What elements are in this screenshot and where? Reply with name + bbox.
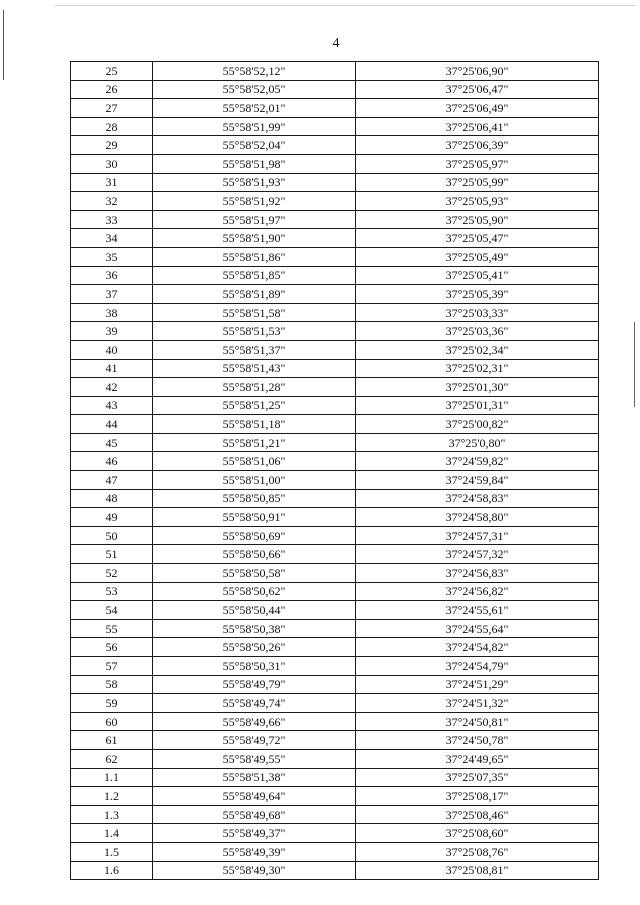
table-row <box>71 675 599 694</box>
latitude-cell: 55°58'50,44" <box>153 601 356 620</box>
point-number-cell: 54 <box>71 601 153 620</box>
latitude-cell: 55°58'49,37" <box>153 824 356 843</box>
latitude-cell: 55°58'52,04" <box>153 136 356 155</box>
longitude-cell: 37°24'55,61" <box>356 601 599 620</box>
table-row <box>71 842 599 861</box>
table-row <box>71 340 599 359</box>
table-row <box>71 303 599 322</box>
point-number-cell: 1.3 <box>71 805 153 824</box>
longitude-cell: 37°25'06,47" <box>356 80 599 99</box>
point-number-cell: 1.4 <box>71 824 153 843</box>
longitude-cell: 37°25'08,46" <box>356 805 599 824</box>
point-number-cell: 28 <box>71 117 153 136</box>
longitude-cell: 37°25'08,17" <box>356 787 599 806</box>
latitude-cell: 55°58'49,66" <box>153 712 356 731</box>
longitude-cell: 37°24'57,32" <box>356 545 599 564</box>
latitude-cell: 55°58'49,68" <box>153 805 356 824</box>
longitude-cell: 37°25'05,93" <box>356 192 599 211</box>
table-row <box>71 452 599 471</box>
latitude-cell: 55°58'49,79" <box>153 675 356 694</box>
longitude-cell: 37°24'49,65" <box>356 749 599 768</box>
point-number-cell: 52 <box>71 564 153 583</box>
latitude-cell: 55°58'49,39" <box>153 842 356 861</box>
longitude-cell: 37°25'08,60" <box>356 824 599 843</box>
table-row <box>71 266 599 285</box>
latitude-cell: 55°58'50,62" <box>153 582 356 601</box>
longitude-cell: 37°25'05,97" <box>356 154 599 173</box>
latitude-cell: 55°58'52,05" <box>153 80 356 99</box>
point-number-cell: 32 <box>71 192 153 211</box>
point-number-cell: 58 <box>71 675 153 694</box>
point-number-cell: 30 <box>71 154 153 173</box>
point-number-cell: 33 <box>71 210 153 229</box>
table-row <box>71 489 599 508</box>
latitude-cell: 55°58'50,69" <box>153 526 356 545</box>
latitude-cell: 55°58'51,97" <box>153 210 356 229</box>
longitude-cell: 37°24'56,83" <box>356 564 599 583</box>
longitude-cell: 37°24'58,80" <box>356 508 599 527</box>
longitude-cell: 37°25'0,80" <box>356 433 599 452</box>
point-number-cell: 44 <box>71 415 153 434</box>
table-row <box>71 80 599 99</box>
point-number-cell: 60 <box>71 712 153 731</box>
longitude-cell: 37°24'50,78" <box>356 731 599 750</box>
table-row <box>71 99 599 118</box>
latitude-cell: 55°58'49,55" <box>153 749 356 768</box>
table-row <box>71 192 599 211</box>
page-number: 4 <box>332 36 340 51</box>
longitude-cell: 37°24'51,29" <box>356 675 599 694</box>
latitude-cell: 55°58'49,64" <box>153 787 356 806</box>
longitude-cell: 37°24'54,79" <box>356 657 599 676</box>
table-row <box>71 247 599 266</box>
point-number-cell: 41 <box>71 359 153 378</box>
table-row <box>71 508 599 527</box>
longitude-cell: 37°25'08,81" <box>356 861 599 880</box>
point-number-cell: 36 <box>71 266 153 285</box>
longitude-cell: 37°24'50,81" <box>356 712 599 731</box>
table-row <box>71 582 599 601</box>
table-row <box>71 433 599 452</box>
longitude-cell: 37°25'05,47" <box>356 229 599 248</box>
latitude-cell: 55°58'51,21" <box>153 433 356 452</box>
table-row <box>71 657 599 676</box>
table-row <box>71 396 599 415</box>
table-row <box>71 173 599 192</box>
point-number-cell: 55 <box>71 619 153 638</box>
table-row <box>71 285 599 304</box>
latitude-cell: 55°58'49,74" <box>153 694 356 713</box>
table-row <box>71 787 599 806</box>
latitude-cell: 55°58'51,37" <box>153 340 356 359</box>
scan-edge-line-right <box>634 322 635 407</box>
table-row <box>71 861 599 880</box>
latitude-cell: 55°58'51,38" <box>153 768 356 787</box>
table-row <box>71 694 599 713</box>
longitude-cell: 37°25'01,31" <box>356 396 599 415</box>
table-row <box>71 749 599 768</box>
table-row <box>71 210 599 229</box>
latitude-cell: 55°58'51,93" <box>153 173 356 192</box>
latitude-cell: 55°58'50,58" <box>153 564 356 583</box>
point-number-cell: 1.2 <box>71 787 153 806</box>
table-row <box>71 229 599 248</box>
point-number-cell: 42 <box>71 378 153 397</box>
longitude-cell: 37°25'02,31" <box>356 359 599 378</box>
point-number-cell: 47 <box>71 471 153 490</box>
table-row <box>71 545 599 564</box>
table-row <box>71 619 599 638</box>
table-row <box>71 638 599 657</box>
table-row <box>71 601 599 620</box>
latitude-cell: 55°58'51,58" <box>153 303 356 322</box>
latitude-cell: 55°58'51,43" <box>153 359 356 378</box>
longitude-cell: 37°25'06,39" <box>356 136 599 155</box>
table-row <box>71 712 599 731</box>
point-number-cell: 1.6 <box>71 861 153 880</box>
longitude-cell: 37°24'56,82" <box>356 582 599 601</box>
latitude-cell: 55°58'52,01" <box>153 99 356 118</box>
latitude-cell: 55°58'49,30" <box>153 861 356 880</box>
latitude-cell: 55°58'50,26" <box>153 638 356 657</box>
longitude-cell: 37°24'54,82" <box>356 638 599 657</box>
latitude-cell: 55°58'51,00" <box>153 471 356 490</box>
point-number-cell: 57 <box>71 657 153 676</box>
latitude-cell: 55°58'50,85" <box>153 489 356 508</box>
longitude-cell: 37°25'05,90" <box>356 210 599 229</box>
table-row <box>71 768 599 787</box>
table-row <box>71 824 599 843</box>
point-number-cell: 29 <box>71 136 153 155</box>
table-row <box>71 471 599 490</box>
point-number-cell: 50 <box>71 526 153 545</box>
latitude-cell: 55°58'51,98" <box>153 154 356 173</box>
latitude-cell: 55°58'51,53" <box>153 322 356 341</box>
point-number-cell: 48 <box>71 489 153 508</box>
longitude-cell: 37°25'05,99" <box>356 173 599 192</box>
point-number-cell: 31 <box>71 173 153 192</box>
table-row <box>71 62 599 81</box>
longitude-cell: 37°25'06,90" <box>356 62 599 81</box>
point-number-cell: 1.1 <box>71 768 153 787</box>
point-number-cell: 27 <box>71 99 153 118</box>
point-number-cell: 45 <box>71 433 153 452</box>
longitude-cell: 37°24'51,32" <box>356 694 599 713</box>
longitude-cell: 37°25'08,76" <box>356 842 599 861</box>
latitude-cell: 55°58'51,92" <box>153 192 356 211</box>
table-row <box>71 322 599 341</box>
point-number-cell: 38 <box>71 303 153 322</box>
point-number-cell: 43 <box>71 396 153 415</box>
longitude-cell: 37°24'58,83" <box>356 489 599 508</box>
longitude-cell: 37°24'59,84" <box>356 471 599 490</box>
coordinates-table <box>70 61 599 880</box>
latitude-cell: 55°58'50,91" <box>153 508 356 527</box>
table-row <box>71 136 599 155</box>
point-number-cell: 40 <box>71 340 153 359</box>
longitude-cell: 37°25'06,49" <box>356 99 599 118</box>
point-number-cell: 51 <box>71 545 153 564</box>
point-number-cell: 59 <box>71 694 153 713</box>
longitude-cell: 37°25'01,30" <box>356 378 599 397</box>
point-number-cell: 34 <box>71 229 153 248</box>
longitude-cell: 37°24'59,82" <box>356 452 599 471</box>
latitude-cell: 55°58'51,28" <box>153 378 356 397</box>
latitude-cell: 55°58'52,12" <box>153 62 356 81</box>
table-row <box>71 154 599 173</box>
point-number-cell: 56 <box>71 638 153 657</box>
point-number-cell: 61 <box>71 731 153 750</box>
longitude-cell: 37°25'05,41" <box>356 266 599 285</box>
longitude-cell: 37°24'57,31" <box>356 526 599 545</box>
longitude-cell: 37°25'03,33" <box>356 303 599 322</box>
point-number-cell: 37 <box>71 285 153 304</box>
latitude-cell: 55°58'51,89" <box>153 285 356 304</box>
latitude-cell: 55°58'51,85" <box>153 266 356 285</box>
longitude-cell: 37°25'07,35" <box>356 768 599 787</box>
longitude-cell: 37°25'05,49" <box>356 247 599 266</box>
table-row <box>71 731 599 750</box>
table-row <box>71 805 599 824</box>
latitude-cell: 55°58'50,38" <box>153 619 356 638</box>
scan-edge-line-top <box>55 5 635 6</box>
latitude-cell: 55°58'51,25" <box>153 396 356 415</box>
latitude-cell: 55°58'51,18" <box>153 415 356 434</box>
longitude-cell: 37°25'02,34" <box>356 340 599 359</box>
latitude-cell: 55°58'50,31" <box>153 657 356 676</box>
table-row <box>71 564 599 583</box>
latitude-cell: 55°58'51,99" <box>153 117 356 136</box>
table-row <box>71 526 599 545</box>
point-number-cell: 35 <box>71 247 153 266</box>
longitude-cell: 37°24'55,64" <box>356 619 599 638</box>
point-number-cell: 25 <box>71 62 153 81</box>
point-number-cell: 62 <box>71 749 153 768</box>
table-row <box>71 117 599 136</box>
latitude-cell: 55°58'49,72" <box>153 731 356 750</box>
point-number-cell: 53 <box>71 582 153 601</box>
latitude-cell: 55°58'50,66" <box>153 545 356 564</box>
point-number-cell: 26 <box>71 80 153 99</box>
latitude-cell: 55°58'51,86" <box>153 247 356 266</box>
longitude-cell: 37°25'00,82" <box>356 415 599 434</box>
latitude-cell: 55°58'51,06" <box>153 452 356 471</box>
longitude-cell: 37°25'05,39" <box>356 285 599 304</box>
table-row <box>71 359 599 378</box>
table-row <box>71 378 599 397</box>
point-number-cell: 46 <box>71 452 153 471</box>
point-number-cell: 39 <box>71 322 153 341</box>
table-row <box>71 415 599 434</box>
point-number-cell: 1.5 <box>71 842 153 861</box>
latitude-cell: 55°58'51,90" <box>153 229 356 248</box>
longitude-cell: 37°25'06,41" <box>356 117 599 136</box>
coordinates-table-body <box>71 62 599 880</box>
point-number-cell: 49 <box>71 508 153 527</box>
longitude-cell: 37°25'03,36" <box>356 322 599 341</box>
